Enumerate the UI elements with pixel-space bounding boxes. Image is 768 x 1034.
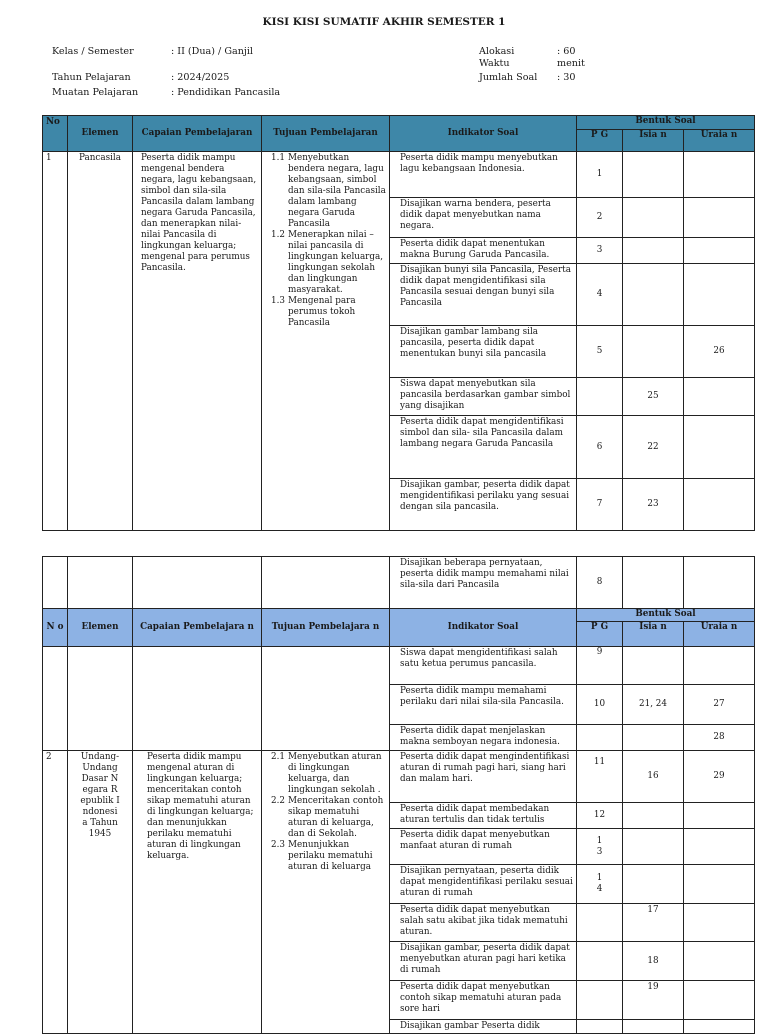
header-isian: Isia n (623, 622, 684, 647)
section1-capaian: Peserta didik mampu mengenal bendera negara, lagu kebangsaan, simbol dan sila-sila Pancasila dalam lambang negara Garuda Pancasila, dan menerapkan nilai-nilai Pancasila di lingkungan keluarga; mengenal para perumus Pancasila. (133, 152, 262, 531)
indikator-cell: Siswa dapat menyebutkan sila pancasila berdasarkan gambar simbol yang disajikan (390, 378, 577, 416)
isian-cell (623, 803, 684, 829)
indikator-cell: Disajikan bunyi sila Pancasila, Peserta didik dapat mengidentifikasi sila Pancasila sesuai dengan bunyi sila Pancasila (390, 264, 577, 326)
uraian-cell (684, 981, 755, 1020)
pg-cell (577, 981, 623, 1020)
isian-cell (623, 829, 684, 865)
jumlah-value: : 30 (557, 72, 576, 83)
header-bentuk-soal: Bentuk Soal (577, 116, 755, 130)
pg-cell: 9 (577, 647, 623, 685)
header-bentuk-soal: Bentuk Soal (577, 609, 755, 622)
uraian-cell (684, 238, 755, 264)
uraian-cell: 29 (684, 751, 755, 803)
header-capaian: Capaian Pembelajara n (133, 609, 262, 647)
isian-cell (623, 557, 684, 609)
tujuan-item: 1.2 Menerapkan nilai – nilai pancasila di lingkungan keluarga, lingkungan sekolah dan lingkungan masyarakat. (271, 230, 384, 295)
isian-cell (623, 152, 684, 198)
indikator-cell: Disajikan warna bendera, peserta didik dapat menyebutkan nama negara. (390, 198, 577, 238)
pg-cell: 1 3 (577, 829, 623, 865)
pg-cell (577, 1020, 623, 1034)
header-no: No (43, 116, 68, 152)
uraian-cell: 26 (684, 326, 755, 378)
indikator-cell: Disajikan gambar lambang sila pancasila, peserta didik dapat menentukan bunyi sila pancasila (390, 326, 577, 378)
tahun-label: Tahun Pelajaran (52, 72, 131, 83)
tujuan-item: 2.3 Menunjukkan perilaku mematuhi aturan di keluarga (271, 840, 373, 872)
isian-cell (623, 865, 684, 904)
isian-cell (623, 264, 684, 326)
indikator-cell: Peserta didik dapat menyebutkan salah satu akibat jika tidak mematuhi aturan. (390, 904, 577, 942)
uraian-cell (684, 647, 755, 685)
pg-cell: 11 (577, 751, 623, 803)
header-isian: Isia n (623, 130, 684, 152)
pg-cell: 4 (577, 264, 623, 326)
pg-cell (577, 904, 623, 942)
uraian-cell (684, 942, 755, 981)
isian-cell: 17 (623, 904, 684, 942)
uraian-cell (684, 198, 755, 238)
tujuan-item: 1.1 Menyebutkan bendera negara, lagu kebangsaan, simbol dan sila-sila Pancasila dalam lambang negara Garuda Pancasila (271, 153, 386, 229)
section2-capaian: Peserta didik mampu mengenal aturan di lingkungan keluarga; menceritakan contoh sikap mematuhi aturan di lingkungan keluarga; dan menunjukkan perilaku mematuhi aturan di lingkungan keluarga. (133, 751, 262, 1034)
isian-cell (623, 647, 684, 685)
uraian-cell (684, 378, 755, 416)
uraian-cell (684, 865, 755, 904)
isian-cell (623, 326, 684, 378)
isian-cell: 19 (623, 981, 684, 1020)
pg-cell: 1 (577, 152, 623, 198)
alokasi-unit: menit (557, 58, 585, 69)
isian-cell (623, 238, 684, 264)
alokasi-value: : 60 (557, 46, 576, 57)
uraian-cell (684, 1020, 755, 1034)
empty-cell (68, 647, 133, 751)
indikator-cell: Siswa dapat mengidentifikasi salah satu ketua perumus pancasila. (390, 647, 577, 685)
indikator-cell: Peserta didik dapat menjelaskan makna semboyan negara indonesia. (390, 725, 577, 751)
tujuan-item: 1.3 Mengenal para perumus tokoh Pancasila (271, 296, 356, 328)
section1-tujuan (262, 152, 390, 531)
pg-cell: 10 (577, 685, 623, 725)
isian-cell (623, 1020, 684, 1034)
alokasi-label-2: Waktu (479, 58, 510, 69)
indikator-cell: Peserta didik dapat mengindentifikasi aturan di rumah pagi hari, siang hari dan malam hari. (390, 751, 577, 803)
header-pg: P G (577, 622, 623, 647)
uraian-cell (684, 264, 755, 326)
indikator-cell: Peserta didik dapat membedakan aturan tertulis dan tidak tertulis (390, 803, 577, 829)
empty-cell (262, 647, 390, 751)
tahun-value: : 2024/2025 (171, 72, 230, 83)
section1-no: 1 (43, 152, 68, 531)
section2-elemen: Undang-Undang Dasar Negara Republik Indonesia Tahun 1945 (68, 751, 133, 1034)
empty-cell (43, 557, 68, 609)
header-no: N o (43, 609, 68, 647)
kelas-value: : II (Dua) / Ganjil (171, 46, 253, 57)
header-uraian: Uraia n (684, 130, 755, 152)
header-pg: P G (577, 130, 623, 152)
isian-cell: 23 (623, 479, 684, 531)
jumlah-label: Jumlah Soal (479, 72, 538, 83)
header-uraian: Uraia n (684, 622, 755, 647)
isian-cell (623, 725, 684, 751)
header-capaian: Capaian Pembelajaran (133, 116, 262, 152)
indikator-cell: Disajikan pernyataan, peserta didik dapat mengidentifikasi perilaku sesuai aturan di rumah (390, 865, 577, 904)
uraian-cell (684, 829, 755, 865)
isian-cell: 18 (623, 942, 684, 981)
uraian-cell (684, 152, 755, 198)
uraian-cell (684, 416, 755, 479)
isian-cell: 25 (623, 378, 684, 416)
header-elemen: Elemen (68, 116, 133, 152)
kelas-label: Kelas / Semester (52, 46, 134, 57)
alokasi-label: Alokasi (479, 46, 515, 57)
indikator-cell: Peserta didik dapat menentukan makna Burung Garuda Pancasila. (390, 238, 577, 264)
section2-no: 2 (43, 751, 68, 1034)
header-tujuan: Tujuan Pembelajaran (262, 116, 390, 152)
uraian-cell (684, 557, 755, 609)
isian-cell: 22 (623, 416, 684, 479)
muatan-label: Muatan Pelajaran (52, 87, 139, 98)
indikator-cell: Peserta didik mampu memahami perilaku dari nilai sila-sila Pancasila. (390, 685, 577, 725)
indikator-cell: Disajikan gambar, peserta didik dapat mengidentifikasi perilaku yang sesuai dengan sila pancasila. (390, 479, 577, 531)
pg-cell: 2 (577, 198, 623, 238)
header-indikator: Indikator Soal (390, 609, 577, 647)
section1-elemen: Pancasila (68, 152, 133, 531)
header-elemen: Elemen (68, 609, 133, 647)
pg-cell: 1 4 (577, 865, 623, 904)
pg-cell: 8 (577, 557, 623, 609)
pg-cell: 7 (577, 479, 623, 531)
document-title: KISI KISI SUMATIF AKHIR SEMESTER 1 (262, 16, 506, 28)
uraian-cell (684, 904, 755, 942)
indikator-cell: Disajikan gambar Peserta didik (390, 1020, 577, 1034)
indikator-cell: Disajikan gambar, peserta didik dapat menyebutkan aturan pagi hari ketika di rumah (390, 942, 577, 981)
indikator-cell: Peserta didik mampu menyebutkan lagu kebangsaan Indonesia. (390, 152, 577, 198)
empty-cell (133, 557, 262, 609)
uraian-cell: 27 (684, 685, 755, 725)
header-indikator: Indikator Soal (390, 116, 577, 152)
muatan-value: : Pendidikan Pancasila (171, 87, 281, 98)
isian-cell: 21, 24 (623, 685, 684, 725)
indikator-cell: Peserta didik dapat mengidentifikasi simbol dan sila- sila Pancasila dalam lambang negara Garuda Pancasila (390, 416, 577, 479)
tujuan-item: 2.1 Menyebutkan aturan di lingkungan keluarga, dan lingkungan sekolah . (271, 752, 382, 795)
pg-cell (577, 725, 623, 751)
indikator-cell: Peserta didik dapat menyebutkan manfaat aturan di rumah (390, 829, 577, 865)
kisi-table-1 (42, 115, 755, 531)
empty-cell (68, 557, 133, 609)
pg-cell (577, 942, 623, 981)
uraian-cell: 28 (684, 725, 755, 751)
tujuan-item: 2.2 Menceritakan contoh sikap mematuhi aturan di keluarga, dan di Sekolah. (271, 796, 384, 839)
empty-cell (133, 647, 262, 751)
uraian-cell (684, 803, 755, 829)
kisi-table-2 (42, 556, 755, 1034)
indikator-cell: Disajikan beberapa pernyataan, peserta didik mampu memahami nilai sila-sila dari Pancasila (390, 557, 577, 609)
section2-tujuan (262, 751, 390, 1034)
pg-cell: 6 (577, 416, 623, 479)
indikator-cell: Peserta didik dapat menyebutkan contoh sikap mematuhi aturan pada sore hari (390, 981, 577, 1020)
empty-cell (262, 557, 390, 609)
empty-cell (43, 647, 68, 751)
pg-cell: 12 (577, 803, 623, 829)
uraian-cell (684, 479, 755, 531)
isian-cell: 16 (623, 751, 684, 803)
isian-cell (623, 198, 684, 238)
pg-cell: 3 (577, 238, 623, 264)
header-tujuan: Tujuan Pembelajara n (262, 609, 390, 647)
pg-cell: 5 (577, 326, 623, 378)
pg-cell (577, 378, 623, 416)
